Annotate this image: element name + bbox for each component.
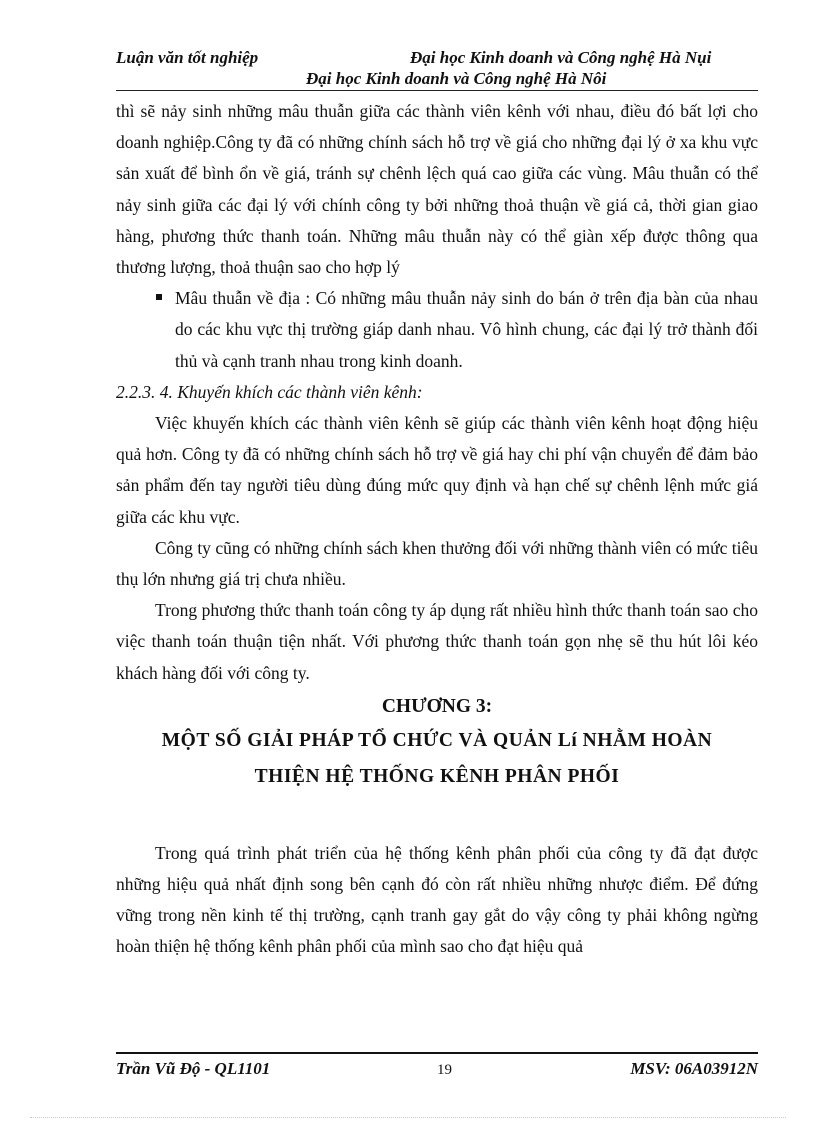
header-rule [116,90,758,91]
footer-student-id: MSV: 06A03912N [630,1059,758,1078]
spacer [116,795,758,838]
header-university-name: Đại học Kinh doanh và Công nghệ Hà Nụi [410,48,712,67]
chapter-title-line-2: THIỆN HỆ THỐNG KÊNH PHÂN PHỐI [254,765,620,787]
footer-author: Trần Vũ Độ - QL1101 [116,1059,271,1078]
square-bullet-icon [156,294,162,300]
paragraph-conflicts: thì sẽ nảy sinh những mâu thuẫn giữa các thành viên kênh với nhau, điều đó bất lợi cho doanh nghiệp.Công ty đã có những chính sách hỗ trợ về giá cho những đại lý ở xa khu vực sản xuất để bình ổn về giá, tránh sự chênh lệch quá cao giữa các vùng. Mâu thuẫn có thể nảy sinh giữa các đại lý với chính công ty bởi những thoả thuận về giá cả, thời gian giao hàng, phương thức thanh toán. Những mâu thuẫn này có thể giàn xếp được thông qua thương lượng, thoả thuận sao cho hợp lý [116,101,758,278]
paragraph-rewards: Công ty cũng có những chính sách khen thưởng đối với những thành viên có mức tiêu thụ lớn nhưng giá trị chưa nhiều. [116,537,758,590]
page-body [116,96,758,963]
chapter-title-line-1: MỘT SỐ GIẢI PHÁP TỔ CHỨC VÀ QUẢN Lí NHẰM HOÀN [161,729,713,751]
page-edge-border [30,1117,786,1118]
footer-rule [116,1052,758,1054]
header-thesis-label: Luận văn tốt nghiệp [116,48,259,67]
paragraph-incentives: Việc khuyến khích các thành viên kênh sẽ giúp các thành viên kênh hoạt động hiệu quả hơn. Công ty đã có những chính sách hỗ trợ về giá hay chi phí vận chuyển để đảm bảo sản phẩm đến tay người tiêu dùng đúng mức quy định và hạn chế sự chênh lệnh mức giá giữa các khu vực. [116,413,758,527]
bullet-text: Mâu thuẫn về địa : Có những mâu thuẫn nảy sinh do bán ở trên địa bàn của nhau do các khu vực thị trường giáp danh nhau. Vô hình chung, các đại lý trở thành đối thủ và cạnh tranh nhau trong kinh doanh. [175,288,758,371]
section-subheading: 2.2.3. 4. Khuyến khích các thành viên kênh: [116,381,423,402]
chapter-heading: CHƯƠNG 3: [381,695,493,717]
paragraph-payment: Trong phương thức thanh toán công ty áp dụng rất nhiều hình thức thanh toán sao cho việc thanh toán thuận tiện nhất. Với phương thức thanh toán gọn nhẹ sẽ thu hút lôi kéo khách hàng đối với công ty. [116,600,758,683]
paragraph-chapter-intro: Trong quá trình phát triển của hệ thống kênh phân phối của công ty đã đạt được những hiệu quả nhất định song bên cạnh đó còn rất nhiều những nhược điểm. Để đứng vững trong nền kinh tế thị trường, cạnh tranh gay gắt do vậy công ty phải không ngừng hoàn thiện hệ thống kênh phân phối của mình sao cho đạt hiệu quả [116,842,758,957]
bullet-item-territory-conflict [116,283,758,377]
page-number: 19 [437,1062,452,1078]
header-university-name-repeat: Đại học Kinh doanh và Công nghệ Hà Nôi [306,69,607,88]
